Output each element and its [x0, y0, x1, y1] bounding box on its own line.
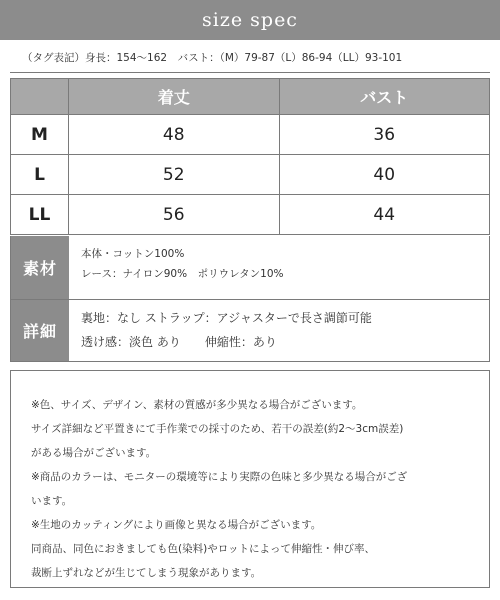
notes-box — [10, 370, 490, 588]
material-line: 本体・コットン100% — [81, 248, 185, 260]
size-label-l: L — [11, 155, 69, 195]
note-line: ※商品のカラーは、モニターの環境等により実際の色味と多少異なる場合がござ — [31, 471, 408, 483]
length-value: 56 — [69, 195, 280, 235]
table-row — [11, 115, 490, 155]
material-section — [10, 236, 490, 300]
details-line: 透け感：淡色 あり 伸縮性：あり — [81, 335, 277, 349]
length-value: 52 — [69, 155, 280, 195]
details-text — [69, 300, 489, 361]
size-label-ll: LL — [11, 195, 69, 235]
tag-size-line: （タグ表記）身長：154〜162 バスト：（M）79-87（L）86-94（LL）93-101 — [22, 51, 403, 64]
note-line: ※生地のカッティングにより画像と異なる場合がございます。 — [31, 519, 322, 531]
material-line: レース：ナイロン90% ポリウレタン10% — [81, 268, 284, 280]
size-table — [10, 78, 490, 235]
divider — [10, 72, 490, 73]
note-line: サイズ詳細など平置きにて手作業での採寸のため、若干の誤差(約2〜3cm誤差) — [31, 423, 404, 435]
size-table-header-row — [11, 79, 490, 115]
table-row — [11, 195, 490, 235]
bust-value: 40 — [279, 155, 490, 195]
note-line: 同商品、同色におきましても色(染料)やロットによって伸縮性・伸び率、 — [31, 543, 375, 555]
material-text — [69, 236, 489, 299]
size-spec-banner — [0, 0, 500, 40]
bust-value: 44 — [279, 195, 490, 235]
details-label: 詳細 — [11, 300, 69, 361]
banner-title: size spec — [202, 9, 298, 31]
header-corner-cell — [11, 79, 69, 115]
note-line: います。 — [31, 495, 73, 507]
table-row — [11, 155, 490, 195]
header-bust: バスト — [279, 79, 490, 115]
details-line: 裏地：なし ストラップ：アジャスターで長さ調節可能 — [81, 311, 372, 325]
size-label-m: M — [11, 115, 69, 155]
bust-value: 36 — [279, 115, 490, 155]
length-value: 48 — [69, 115, 280, 155]
header-length: 着丈 — [69, 79, 280, 115]
details-section — [10, 300, 490, 362]
note-line: ※色、サイズ、デザイン、素材の質感が多少異なる場合がございます。 — [31, 399, 363, 411]
note-line: がある場合がございます。 — [31, 447, 157, 459]
material-label: 素材 — [11, 236, 69, 299]
note-line: 裁断上ずれなどが生じてしまう現象があります。 — [31, 567, 262, 579]
